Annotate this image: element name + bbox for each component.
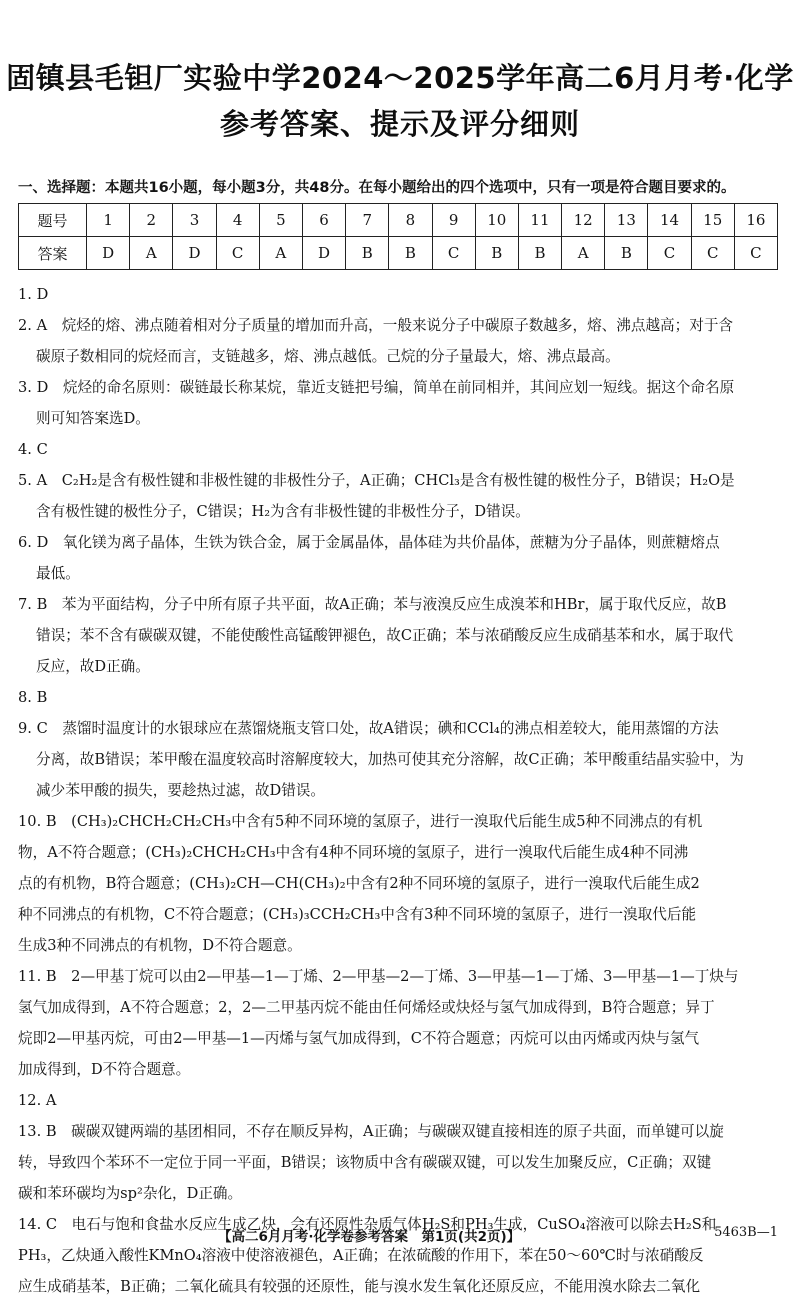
answer-cell: B [389, 237, 432, 270]
row-label-number: 题号 [19, 204, 87, 237]
explanation-first-line: 14. C 电石与饱和食盐水反应生成乙炔，会有还原性杂质气体H₂S和PH₃生成，CuSO₄溶液可以除去H₂S和 [18, 1216, 717, 1233]
answer-cell: C [734, 237, 777, 270]
answer-cell: C [691, 237, 734, 270]
explanation-first-line: 4. C [18, 441, 48, 458]
explanation-first-line: 12. A [18, 1092, 57, 1109]
answer-cell: D [87, 237, 130, 270]
explanation-continuation-line: 碳原子数相同的烷烃而言，支链越多，熔、沸点越低。己烷的分子量最大，熔、沸点最高。 [36, 348, 620, 365]
explanation-continuation-line: 则可知答案选D。 [36, 410, 150, 427]
answer-cell: C [216, 237, 259, 270]
explanation-first-line: 1. D [18, 286, 49, 303]
explanation-item [18, 279, 782, 310]
footer-page-info: 【高二6月月考·化学卷参考答案 第1页(共2页)】 [218, 1229, 521, 1245]
answer-cell: A [259, 237, 302, 270]
question-number-cell: 7 [346, 204, 389, 237]
explanation-first-line: 9. C 蒸馏时温度计的水银球应在蒸馏烧瓶支管口处，故A错误；碘和CCl₄的沸点相差较大，能用蒸馏的方法 [18, 720, 719, 737]
explanation-item [18, 682, 782, 713]
answer-cell: A [562, 237, 605, 270]
answer-table-number-row [19, 204, 778, 237]
explanation-continuation-line: 含有极性键的极性分子，C错误；H₂为含有非极性键的非极性分子，D错误。 [36, 503, 530, 520]
explanation-item [18, 1116, 782, 1209]
explanation-first-line: 11. B 2—甲基丁烷可以由2—甲基—1—丁烯、2—甲基—2—丁烯、3—甲基—1—丁烯、3—甲基—1—丁炔与 [18, 968, 739, 985]
explanation-continuation-line: 转，导致四个苯环不一定位于同一平面，B错误；该物质中含有碳碳双键，可以发生加聚反应，C正确；双键 [18, 1154, 712, 1171]
question-number-cell: 13 [605, 204, 648, 237]
answer-cell: C [432, 237, 475, 270]
question-number-cell: 15 [691, 204, 734, 237]
explanation-first-line: 8. B [18, 689, 48, 706]
question-number-cell: 12 [562, 204, 605, 237]
question-number-cell: 4 [216, 204, 259, 237]
answer-cell: C [648, 237, 691, 270]
explanation-continuation-line: 物，A不符合题意；(CH₃)₂CHCH₂CH₃中含有4种不同环境的氢原子，进行一溴取代后能生成4种不同沸 [18, 844, 689, 861]
answer-cell: B [518, 237, 561, 270]
section-heading: 一、选择题：本题共16小题，每小题3分，共48分。在每小题给出的四个选项中，只有一项是符合题目要求的。 [18, 180, 736, 196]
question-number-cell: 11 [518, 204, 561, 237]
explanation-continuation-line: 生成3种不同沸点的有机物，D不符合题意。 [18, 937, 302, 954]
answer-cell: D [302, 237, 345, 270]
explanation-continuation-line: 氢气加成得到，A不符合题意；2，2—二甲基丙烷不能由任何烯烃或炔烃与氢气加成得到，B符合题意；异丁 [18, 999, 715, 1016]
explanation-item [18, 372, 782, 434]
answer-cell: B [346, 237, 389, 270]
explanation-item [18, 589, 782, 682]
explanation-continuation-line: 点的有机物，B符合题意；(CH₃)₂CH—CH(CH₃)₂中含有2种不同环境的氢原子，进行一溴取代后能生成2 [18, 875, 700, 892]
explanation-item [18, 527, 782, 589]
question-number-cell: 1 [87, 204, 130, 237]
document-subtitle: 参考答案、提示及评分细则 [219, 107, 580, 141]
explanation-continuation-line: 种不同沸点的有机物，C不符合题意；(CH₃)₃CCH₂CH₃中含有3种不同环境的氢原子，进行一溴取代后能 [18, 906, 697, 923]
explanation-continuation-line: 减少苯甲酸的损失，要趁热过滤，故D错误。 [36, 782, 325, 799]
explanation-continuation-line: 反应，故D正确。 [36, 658, 150, 675]
answer-table-answer-row [19, 237, 778, 270]
explanation-item [18, 465, 782, 527]
explanation-continuation-line: 错误；苯不含有碳碳双键，不能使酸性高锰酸钾褪色，故C正确；苯与浓硝酸反应生成硝基苯和水，属于取代 [36, 627, 734, 644]
explanation-continuation-line: 分离，故B错误；苯甲酸在温度较高时溶解度较大，加热可使其充分溶解，故C正确；苯甲酸重结晶实验中，为 [36, 751, 744, 768]
explanation-first-line: 5. A C₂H₂是含有极性键和非极性键的非极性分子，A正确；CHCl₃是含有极性键的极性分子，B错误；H₂O是 [18, 472, 735, 489]
page-footer [0, 1225, 800, 1249]
explanation-first-line: 6. D 氧化镁为离子晶体，生铁为铁合金，属于金属晶体，晶体硅为共价晶体，蔗糖为分子晶体，则蔗糖熔点 [18, 534, 720, 551]
question-number-cell: 8 [389, 204, 432, 237]
question-number-cell: 9 [432, 204, 475, 237]
question-number-cell: 6 [302, 204, 345, 237]
explanation-item [18, 434, 782, 465]
explanation-continuation-line: 烷即2—甲基丙烷，可由2—甲基—1—丙烯与氢气加成得到，C不符合题意；丙烷可以由丙烯或丙炔与氢气 [18, 1030, 700, 1047]
explanation-first-line: 10. B (CH₃)₂CHCH₂CH₂CH₃中含有5种不同环境的氢原子，进行一溴取代后能生成5种不同沸点的有机 [18, 813, 703, 830]
footer-code: 5463B—1 [714, 1225, 778, 1240]
question-number-cell: 2 [130, 204, 173, 237]
explanation-item [18, 310, 782, 372]
explanation-item [18, 961, 782, 1085]
explanation-continuation-line: 加成得到，D不符合题意。 [18, 1061, 191, 1078]
explanation-item [18, 713, 782, 806]
question-number-cell: 10 [475, 204, 518, 237]
explanation-first-line: 13. B 碳碳双键两端的基团相同，不存在顺反异构，A正确；与碳碳双键直接相连的原子共面，而单键可以旋 [18, 1123, 724, 1140]
question-number-cell: 3 [173, 204, 216, 237]
question-number-cell: 5 [259, 204, 302, 237]
explanation-item [18, 1209, 782, 1302]
explanation-continuation-line: 应生成硝基苯，B正确；二氧化硫具有较强的还原性，能与溴水发生氧化还原反应，不能用溴水除去二氧化 [18, 1278, 701, 1295]
answer-cell: A [130, 237, 173, 270]
explanation-first-line: 2. A 烷烃的熔、沸点随着相对分子质量的增加而升高，一般来说分子中碳原子数越多，熔、沸点越高；对于含 [18, 317, 734, 334]
explanation-continuation-line: 碳和苯环碳均为sp²杂化，D正确。 [18, 1185, 243, 1202]
explanation-item [18, 806, 782, 961]
document-title: 固镇县毛钽厂实验中学2024～2025学年高二6月月考·化学 [6, 61, 794, 95]
answer-cell: D [173, 237, 216, 270]
explanation-continuation-line: PH₃，乙炔通入酸性KMnO₄溶液中使溶液褪色，A正确；在浓硫酸的作用下，苯在50～60℃时与浓硝酸反 [18, 1247, 704, 1264]
row-label-answer: 答案 [19, 237, 87, 270]
explanation-first-line: 7. B 苯为平面结构，分子中所有原子共平面，故A正确；苯与液溴反应生成溴苯和HBr，属于取代反应，故B [18, 596, 727, 613]
explanation-item [18, 1085, 782, 1116]
explanation-first-line: 3. D 烷烃的命名原则：碳链最长称某烷，靠近支链把号编，简单在前同相并，其间应划一短线。据这个命名原 [18, 379, 735, 396]
answer-cell: B [605, 237, 648, 270]
explanation-continuation-line: 最低。 [36, 565, 80, 582]
answer-table [18, 203, 778, 270]
question-number-cell: 14 [648, 204, 691, 237]
answer-cell: B [475, 237, 518, 270]
question-number-cell: 16 [734, 204, 777, 237]
